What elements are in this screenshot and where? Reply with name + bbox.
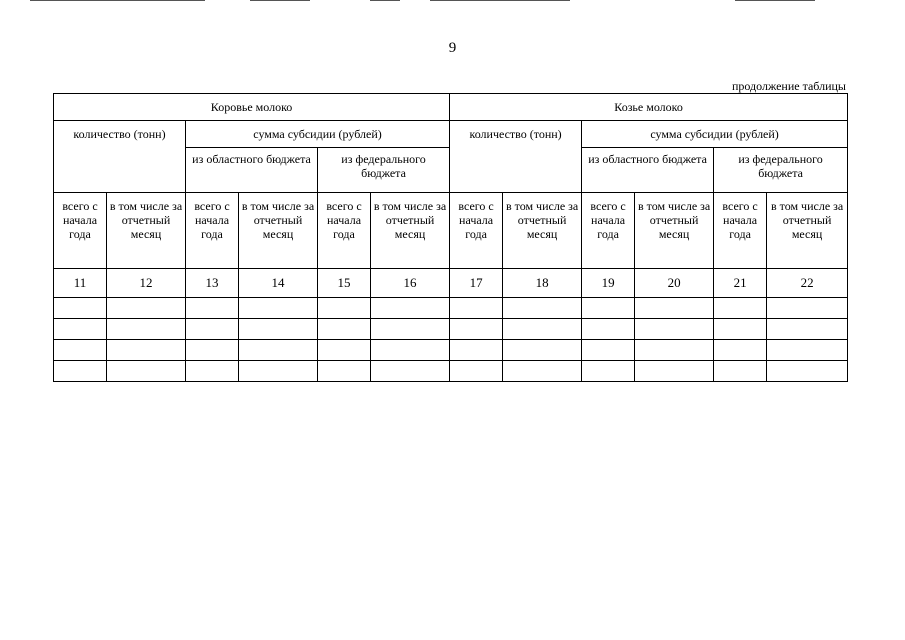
empty-cell <box>582 319 635 340</box>
regional-budget-header: из областного бюджета <box>186 148 318 193</box>
empty-cell <box>186 298 239 319</box>
page-number: 9 <box>448 40 457 56</box>
empty-cell <box>371 361 450 382</box>
column-number: 19 <box>582 269 635 298</box>
empty-cell <box>318 340 371 361</box>
column-number: 18 <box>503 269 582 298</box>
empty-cell <box>186 361 239 382</box>
empty-cell <box>767 298 848 319</box>
quantity-header: количество (тонн) <box>54 121 186 148</box>
empty-cell <box>635 340 714 361</box>
subsidy-header: сумма субсидии (рублей) <box>582 121 848 148</box>
reporting-month-header: в том числе за отчетный месяц <box>503 193 582 269</box>
empty-cell <box>767 340 848 361</box>
empty-data-row <box>54 319 848 340</box>
empty-cell <box>503 361 582 382</box>
reporting-month-header: в том числе за отчетный месяц <box>635 193 714 269</box>
empty-cell <box>503 340 582 361</box>
total-since-year-start-header: всего с начала года <box>186 193 239 269</box>
empty-cell <box>714 340 767 361</box>
empty-cell <box>582 340 635 361</box>
column-number: 12 <box>107 269 186 298</box>
product-header-row <box>54 94 848 121</box>
product-cow-milk: Коровье молоко <box>54 94 450 121</box>
column-number: 11 <box>54 269 107 298</box>
column-number: 20 <box>635 269 714 298</box>
reporting-month-header: в том числе за отчетный месяц <box>767 193 848 269</box>
empty-data-row <box>54 340 848 361</box>
empty-cell <box>107 319 186 340</box>
subsidy-header: сумма субсидии (рублей) <box>186 121 450 148</box>
column-number: 13 <box>186 269 239 298</box>
empty-cell <box>371 319 450 340</box>
empty-cell <box>107 340 186 361</box>
empty-cell <box>450 361 503 382</box>
reporting-month-header: в том числе за отчетный месяц <box>107 193 186 269</box>
empty-cell <box>582 361 635 382</box>
empty-cell <box>54 340 107 361</box>
empty-cell <box>54 319 107 340</box>
total-since-year-start-header: всего с начала года <box>450 193 503 269</box>
reporting-month-header: в том числе за отчетный месяц <box>239 193 318 269</box>
total-since-year-start-header: всего с начала года <box>318 193 371 269</box>
empty-cell <box>714 361 767 382</box>
empty-cell <box>239 319 318 340</box>
budget-header-row <box>54 148 848 193</box>
total-since-year-start-header: всего с начала года <box>582 193 635 269</box>
scan-edge-line <box>430 0 570 1</box>
empty-cell <box>714 319 767 340</box>
empty-cell <box>186 340 239 361</box>
column-number: 17 <box>450 269 503 298</box>
empty-cell <box>186 319 239 340</box>
column-number-row <box>54 269 848 298</box>
subsidy-table <box>53 93 848 382</box>
empty-cell <box>54 298 107 319</box>
quantity-header-spacer <box>54 148 186 193</box>
empty-cell <box>767 319 848 340</box>
empty-cell <box>503 298 582 319</box>
empty-cell <box>635 361 714 382</box>
empty-cell <box>635 298 714 319</box>
scan-edge-line <box>370 0 400 1</box>
continuation-label: продолжение таблицы <box>731 79 846 93</box>
empty-cell <box>635 319 714 340</box>
quantity-header-spacer <box>450 148 582 193</box>
empty-cell <box>107 361 186 382</box>
empty-cell <box>107 298 186 319</box>
column-number: 16 <box>371 269 450 298</box>
empty-data-row <box>54 361 848 382</box>
measure-header-row <box>54 121 848 148</box>
empty-cell <box>450 340 503 361</box>
empty-cell <box>239 340 318 361</box>
column-number: 22 <box>767 269 848 298</box>
scan-edge-line <box>735 0 815 1</box>
scan-edge-line <box>30 0 205 1</box>
empty-cell <box>450 298 503 319</box>
empty-cell <box>371 298 450 319</box>
empty-cell <box>371 340 450 361</box>
empty-cell <box>239 361 318 382</box>
federal-budget-header: из федерального бюджета <box>714 148 848 193</box>
quantity-header: количество (тонн) <box>450 121 582 148</box>
regional-budget-header: из областного бюджета <box>582 148 714 193</box>
federal-budget-header: из федерального бюджета <box>318 148 450 193</box>
empty-cell <box>767 361 848 382</box>
empty-cell <box>318 319 371 340</box>
column-number: 14 <box>239 269 318 298</box>
empty-cell <box>714 298 767 319</box>
total-since-year-start-header: всего с начала года <box>54 193 107 269</box>
empty-cell <box>582 298 635 319</box>
product-goat-milk: Козье молоко <box>450 94 848 121</box>
empty-cell <box>239 298 318 319</box>
empty-cell <box>503 319 582 340</box>
scan-edge-line <box>250 0 310 1</box>
period-header-row <box>54 193 848 269</box>
empty-cell <box>318 298 371 319</box>
empty-cell <box>318 361 371 382</box>
empty-cell <box>54 361 107 382</box>
empty-data-row <box>54 298 848 319</box>
empty-cell <box>450 319 503 340</box>
total-since-year-start-header: всего с начала года <box>714 193 767 269</box>
column-number: 15 <box>318 269 371 298</box>
reporting-month-header: в том числе за отчетный месяц <box>371 193 450 269</box>
column-number: 21 <box>714 269 767 298</box>
